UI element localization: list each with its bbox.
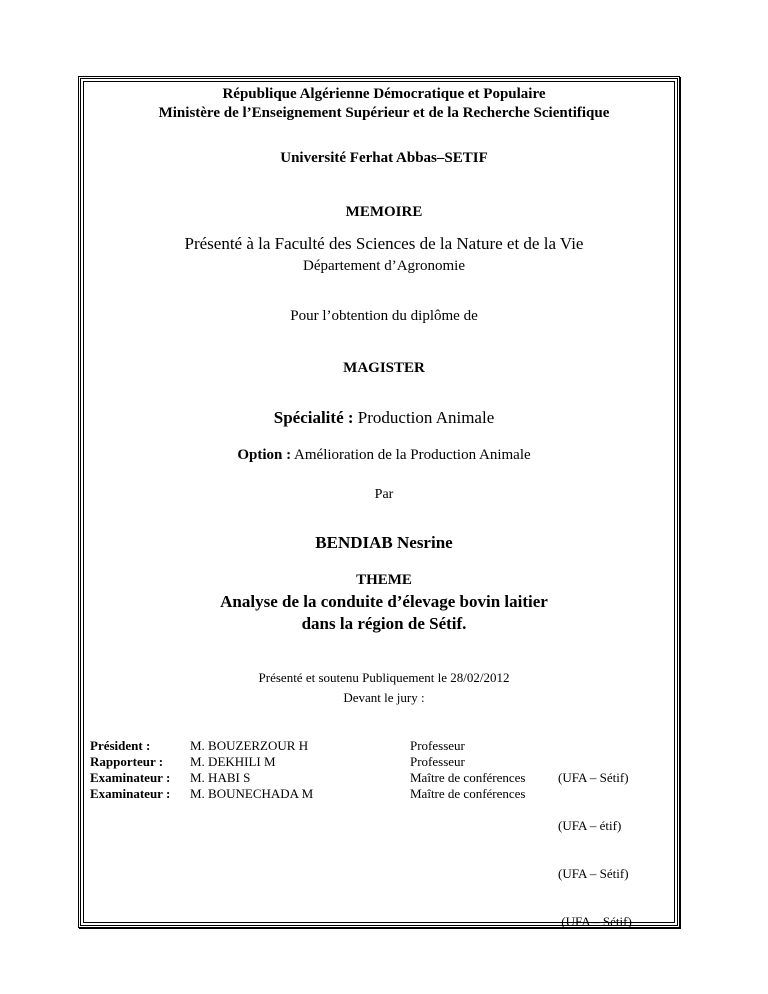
option-label: Option : [237,447,292,463]
republic-heading: République Algérienne Démocratique et Populaire [222,86,546,102]
department-line: Département d’Agronomie [302,258,466,274]
jury-role: Rapporteur : [90,754,164,769]
jury-name: M. DEKHILI M [190,754,276,769]
jury-affiliation: (UFA – Sétif) [558,914,632,929]
jury-title: Maître de conférences [410,786,526,801]
ministry-heading: Ministère de l’Enseignement Supérieur et de la Recherche Scientifique [158,105,610,121]
jury-name: M. BOUNECHADA M [190,786,314,801]
defense-date: Présenté et soutenu Publiquement le 28/02/2012 [258,670,510,685]
university-name: Université Ferhat Abbas–SETIF [280,150,488,166]
theme-title-line-1: Analyse de la conduite d’élevage bovin laitier [220,592,548,611]
jury-role: Examinateur : [90,770,171,785]
theme-label: THEME [356,572,412,588]
speciality-value: Production Animale [353,408,495,427]
jury-role: Président : [90,738,151,753]
jury-intro: Devant le jury : [343,690,425,705]
option-value: Amélioration de la Production Animale [291,447,531,463]
document-type: MEMOIRE [345,204,423,220]
jury-name: M. HABI S [190,770,251,785]
author-name: BENDIAB Nesrine [315,533,453,552]
jury-titles [410,738,526,802]
option-line [0,447,768,464]
jury-names [190,738,313,802]
jury-affiliation: (UFA – étif) [558,818,622,833]
diploma-name: MAGISTER [343,360,425,376]
jury-title: Maître de conférences [410,770,526,785]
jury-title: Professeur [410,738,465,753]
jury-name: M. BOUZERZOUR H [190,738,309,753]
jury-roles [90,738,170,802]
theme-title-line-2: dans la région de Sétif. [301,614,467,633]
speciality-line [0,408,768,428]
jury-affiliation: (UFA – Sétif) [558,866,629,881]
by-label: Par [374,487,394,502]
faculty-line: Présenté à la Faculté des Sciences de la Nature et de la Vie [184,234,584,253]
jury-role: Examinateur : [90,786,171,801]
jury-title: Professeur [410,754,465,769]
jury-affiliation: (UFA – Sétif) [558,770,629,785]
diploma-intro: Pour l’obtention du diplôme de [290,308,478,324]
jury-affiliations [558,738,632,946]
speciality-label: Spécialité : [273,408,354,427]
